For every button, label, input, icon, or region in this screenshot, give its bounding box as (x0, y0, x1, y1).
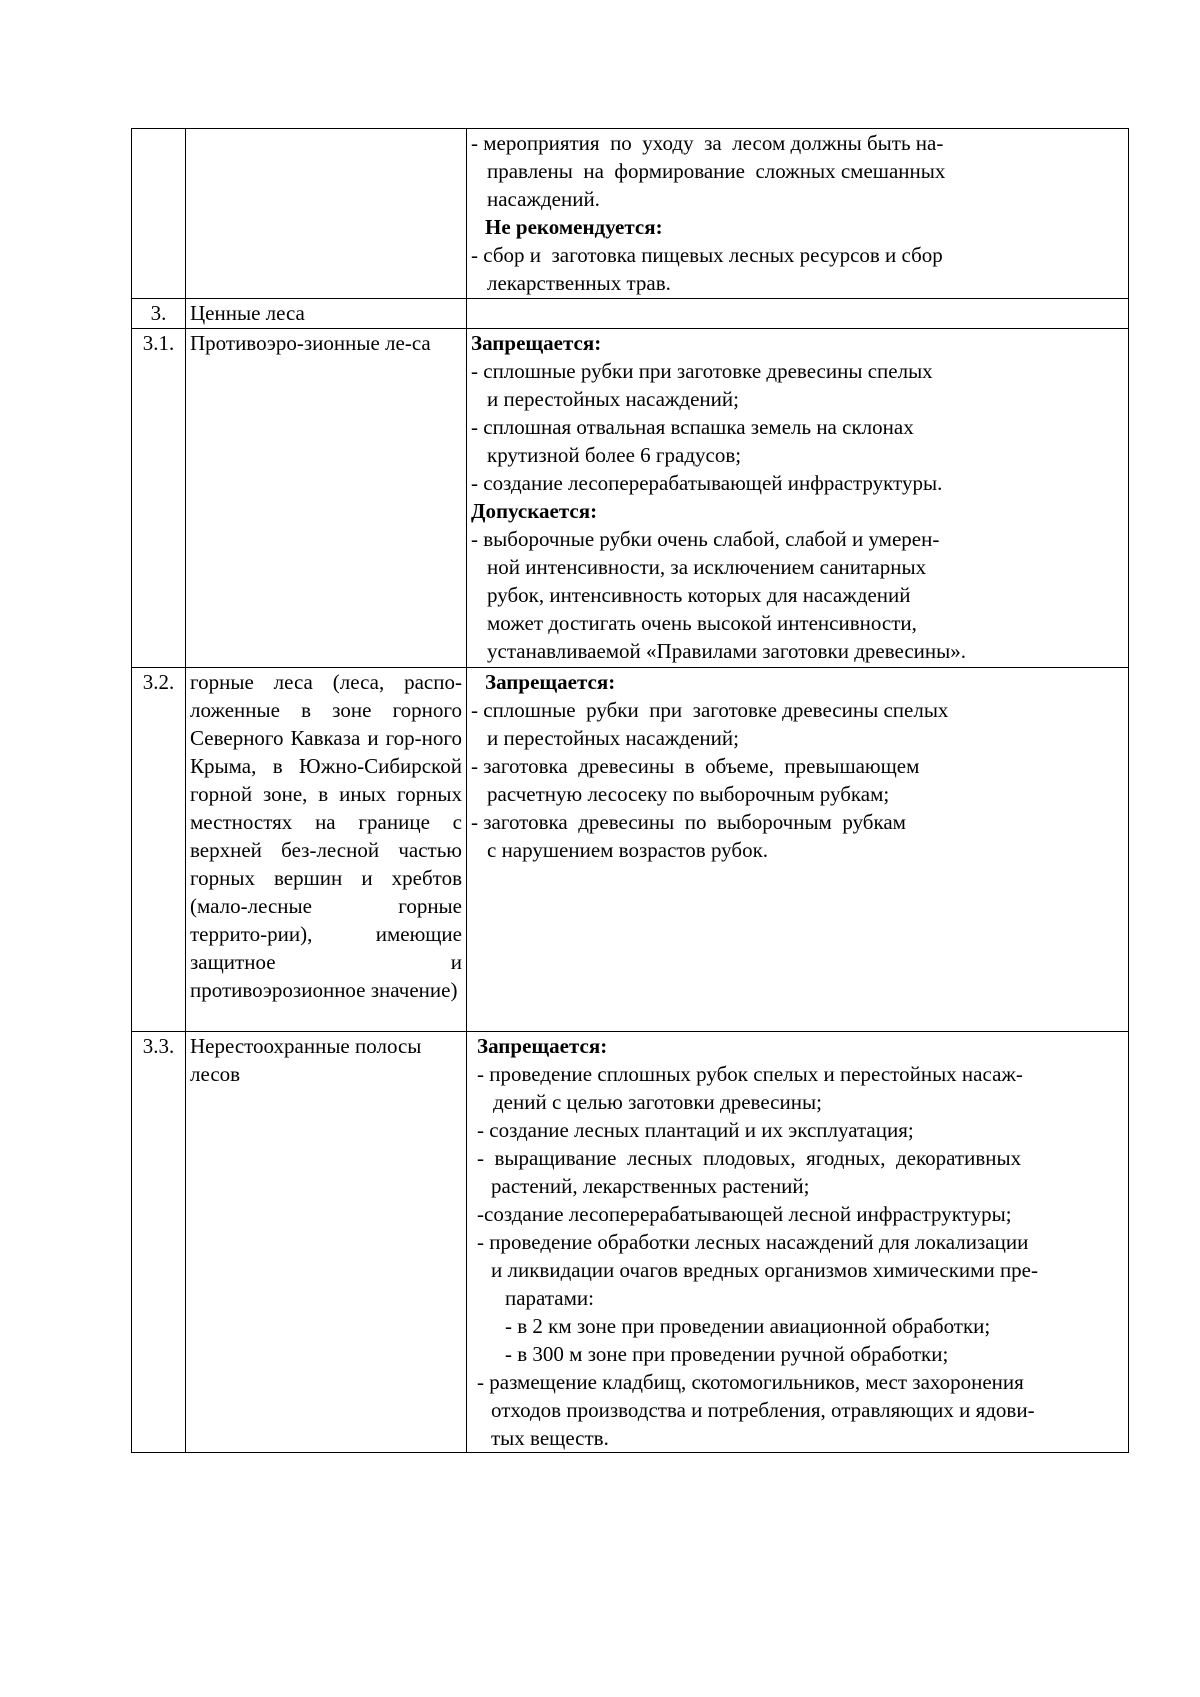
table-row (132, 668, 1129, 1032)
text-line: - проведение обработки лесных насаждений для локализации (477, 1230, 1029, 1254)
text-line: - в 300 м зоне при проведении ручной обработки; (505, 1342, 949, 1366)
text-line: растений, лекарственных растений; (491, 1174, 810, 1198)
forest-category: Противоэро-зионные ле-са (186, 329, 467, 668)
text-line: - размещение кладбищ, скотомогильников, мест захоронения (477, 1370, 1024, 1394)
text-line: правлены на формирование сложных смешанных (487, 159, 946, 183)
text-line: и перестойных насаждений; (487, 726, 739, 750)
text-line: - выборочные рубки очень слабой, слабой и умерен- (471, 527, 940, 551)
text-line: может достигать очень высокой интенсивности, (487, 611, 917, 635)
text-line: ной интенсивности, за исключением санитарных (487, 555, 927, 579)
text-line: - сплошная отвальная вспашка земель на склонах (471, 415, 914, 439)
section-heading: Запрещается: (477, 1034, 608, 1058)
row-number: 3.3. (132, 1032, 186, 1453)
text-line: - мероприятия по уходу за лесом должны быть на- (471, 131, 944, 155)
text-line: - создание лесных плантаций и их эксплуатация; (477, 1118, 914, 1142)
text-line: расчетную лесосеку по выборочным рубкам; (487, 782, 890, 806)
regime-text (467, 299, 1129, 329)
row-number: 3.2. (132, 668, 186, 1032)
text-line: - сбор и заготовка пищевых лесных ресурсов и сбор (471, 243, 943, 267)
regime-text (467, 1032, 1129, 1453)
text-line: устанавливаемой «Правилами заготовки древесины». (487, 639, 967, 663)
text-line: - выращивание лесных плодовых, ягодных, декоративных (477, 1146, 1022, 1170)
text-line: - создание лесоперерабатывающей инфраструктуры. (471, 471, 943, 495)
text-line: - сплошные рубки при заготовке древесины спелых (471, 698, 949, 722)
text-line: насаждений. (487, 187, 600, 211)
table-row (132, 1032, 1129, 1453)
regime-text (467, 329, 1129, 668)
row-number: 3.1. (132, 329, 186, 668)
text-line: - в 2 км зоне при проведении авиационной обработки; (505, 1314, 991, 1338)
regulations-table (131, 128, 1129, 1453)
text-line: - сплошные рубки при заготовке древесины спелых (471, 359, 933, 383)
forest-category: Ценные леса (186, 299, 467, 329)
table-row (132, 129, 1129, 299)
forest-category (186, 129, 467, 299)
table-row (132, 329, 1129, 668)
text-line: паратами: (505, 1286, 594, 1310)
text-line: - заготовка древесины в объеме, превышающем (471, 754, 920, 778)
section-heading: Не рекомендуется: (485, 215, 663, 239)
text-line: с нарушением возрастов рубок. (487, 838, 769, 862)
forest-category: Нерестоохранные полосы лесов (186, 1032, 467, 1453)
text-line: лекарственных трав. (487, 271, 671, 295)
row-number (132, 129, 186, 299)
table-row (132, 299, 1129, 329)
section-heading: Допускается: (471, 499, 598, 523)
text-line: - заготовка древесины по выборочным рубкам (471, 810, 906, 834)
regime-text (467, 129, 1129, 299)
regime-text (467, 668, 1129, 1032)
section-heading: Запрещается: (471, 331, 602, 355)
row-number: 3. (132, 299, 186, 329)
section-heading: Запрещается: (485, 670, 616, 694)
text-line: тых веществ. (491, 1426, 609, 1450)
text-line: отходов производства и потребления, отравляющих и ядови- (491, 1398, 1035, 1422)
text-line: дений с целью заготовки древесины; (493, 1090, 822, 1114)
text-line: рубок, интенсивность которых для насаждений (487, 583, 911, 607)
text-line: -создание лесоперерабатывающей лесной инфраструктуры; (477, 1202, 1012, 1226)
text-line: и перестойных насаждений; (487, 387, 739, 411)
text-line: - проведение сплошных рубок спелых и перестойных насаж- (477, 1062, 1023, 1086)
forest-category: горные леса (леса, распо-ложенные в зоне горного Северного Кавказа и гор-ного Крыма, в Южно-Сибирской горной зоне, в иных горных местностях на границе с верхней без-лесной частью горных вершин и хребтов (мало-лесные горные террито-рии), имеющие защитное и противоэрозионное значение) (186, 668, 467, 1032)
text-line: и ликвидации очагов вредных организмов химическими пре- (491, 1258, 1038, 1282)
text-line: крутизной более 6 градусов; (487, 443, 742, 467)
